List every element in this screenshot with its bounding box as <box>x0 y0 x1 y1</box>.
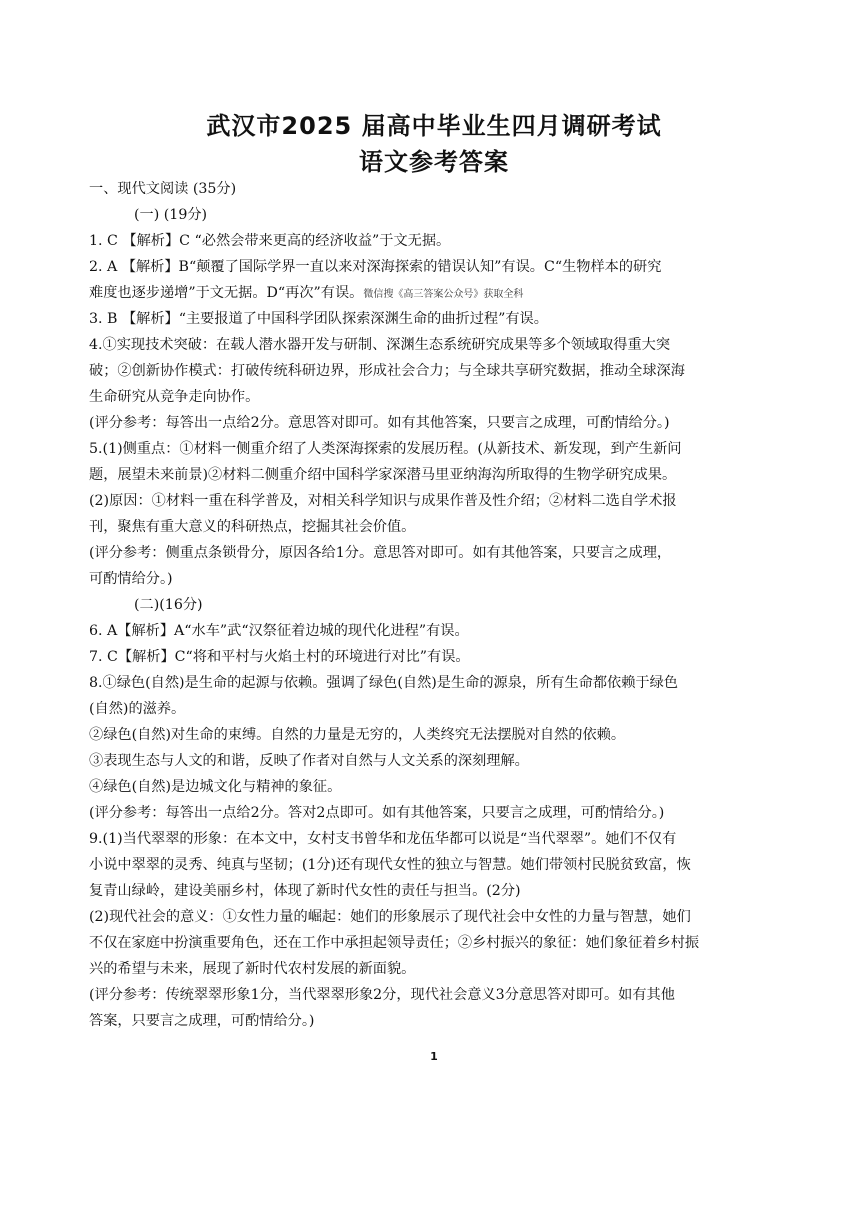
answer-line: 7. C【解析】C“将和平村与火焰土村的环境进行对比”有误。 <box>89 649 470 665</box>
scoring-note: (评分参考：每答出一点给2分。意思答对即可。如有其他答案，只要言之成理，可酌情给分。) <box>89 415 670 431</box>
answer-line: ③表现生态与人文的和谐，反映了作者对自然与人文关系的深刻理解。 <box>89 753 529 769</box>
answer-body <box>89 176 789 1034</box>
answer-line: 2. A 【解析】B“颠覆了国际学界一直以来对深海探索的错误认知”有误。C“生物样本的研究 <box>89 259 662 275</box>
subsection-heading: (二)(16分) <box>134 597 203 613</box>
scoring-note: (评分参考：侧重点条锁骨分，原因各给1分。意思答对即可。如有其他答案，只要言之成理， <box>89 545 672 561</box>
answer-line: 刊，聚焦有重大意义的科研热点，挖掘其社会价值。 <box>89 519 416 535</box>
document-subtitle: 语文参考答案 <box>359 148 509 176</box>
answer-line <box>89 280 789 306</box>
answer-line: (2)现代社会的意义：①女性力量的崛起：她们的形象展示了现代社会中女性的力量与智慧，她们 <box>89 909 691 925</box>
scoring-note: 可酌情给分。) <box>89 571 173 587</box>
answer-line: ②绿色(自然)对生命的束缚。自然的力量是无穷的，人类终究无法摆脱对自然的依赖。 <box>89 727 626 743</box>
scoring-note: 答案，只要言之成理，可酌情给分。) <box>89 1013 315 1029</box>
answer-line: 生命研究从竞争走向协作。 <box>89 389 260 405</box>
answer-line: 4.①实现技术突破：在载人潜水器开发与研制、深渊生态系统研究成果等多个领域取得重大突 <box>89 337 671 353</box>
answer-line: 兴的希望与未来，展现了新时代农村发展的新面貌。 <box>89 961 416 977</box>
answer-line: 破；②创新协作模式：打破传统科研边界，形成社会合力；与全球共享研究数据，推动全球深海 <box>89 363 685 379</box>
watermark-note: 微信搜《高三答案公众号》获取全科 <box>363 289 524 300</box>
section-heading: 一、现代文阅读 (35分) <box>89 181 237 197</box>
page-number: 1 <box>430 1050 438 1063</box>
answer-line: 不仅在家庭中扮演重要角色，还在工作中承担起领导责任；②乡村振兴的象征：她们象征着乡村振 <box>89 935 700 951</box>
answer-text: 难度也逐步递增”于文无据。D“再次”有误。 <box>89 285 364 301</box>
answer-line: ④绿色(自然)是边城文化与精神的象征。 <box>89 779 342 795</box>
answer-line: 1. C 【解析】C “必然会带来更高的经济收益”于文无据。 <box>89 233 451 249</box>
answer-line: 题，展望未来前景)②材料二侧重介绍中国科学家深潜马里亚纳海沟所取得的生物学研究成果。 <box>89 467 677 483</box>
answer-line: 6. A【解析】A“水车”武“汉祭征着边城的现代化进程”有误。 <box>89 623 469 639</box>
answer-line: (2)原因：①材料一重在科学普及，对相关科学知识与成果作普及性介绍；②材料二选自学术报 <box>89 493 677 509</box>
answer-line: 8.①绿色(自然)是生命的起源与依赖。强调了绿色(自然)是生命的源泉，所有生命都依赖于绿色 <box>89 675 678 691</box>
answer-line: 3. B 【解析】“主要报道了中国科学团队探索深渊生命的曲折过程”有误。 <box>89 311 548 327</box>
subsection-heading: (一) (19分) <box>134 207 208 223</box>
answer-line: 小说中翠翠的灵秀、纯真与坚韧；(1分)还有现代女性的独立与智慧。她们带领村民脱贫致富，恢 <box>89 857 691 873</box>
answer-line: 9.(1)当代翠翠的形象：在本文中，女村支书曾华和龙伍华都可以说是“当代翠翠”。她们不仅有 <box>89 831 677 847</box>
scoring-note: (评分参考：传统翠翠形象1分，当代翠翠形象2分，现代社会意义3分意思答对即可。如有其他 <box>89 987 675 1003</box>
scoring-note: (评分参考：每答出一点给2分。答对2点即可。如有其他答案，只要言之成理，可酌情给分。) <box>89 805 665 821</box>
answer-line: (自然)的滋养。 <box>89 701 186 717</box>
answer-line: 5.(1)侧重点：①材料一侧重介绍了人类深海探索的发展历程。(从新技术、新发现，到产生新问 <box>89 441 682 457</box>
answer-line: 复青山绿岭，建设美丽乡村，体现了新时代女性的责任与担当。(2分) <box>89 883 521 899</box>
document-title: 武汉市2025 届高中毕业生四月调研考试 <box>206 112 662 140</box>
